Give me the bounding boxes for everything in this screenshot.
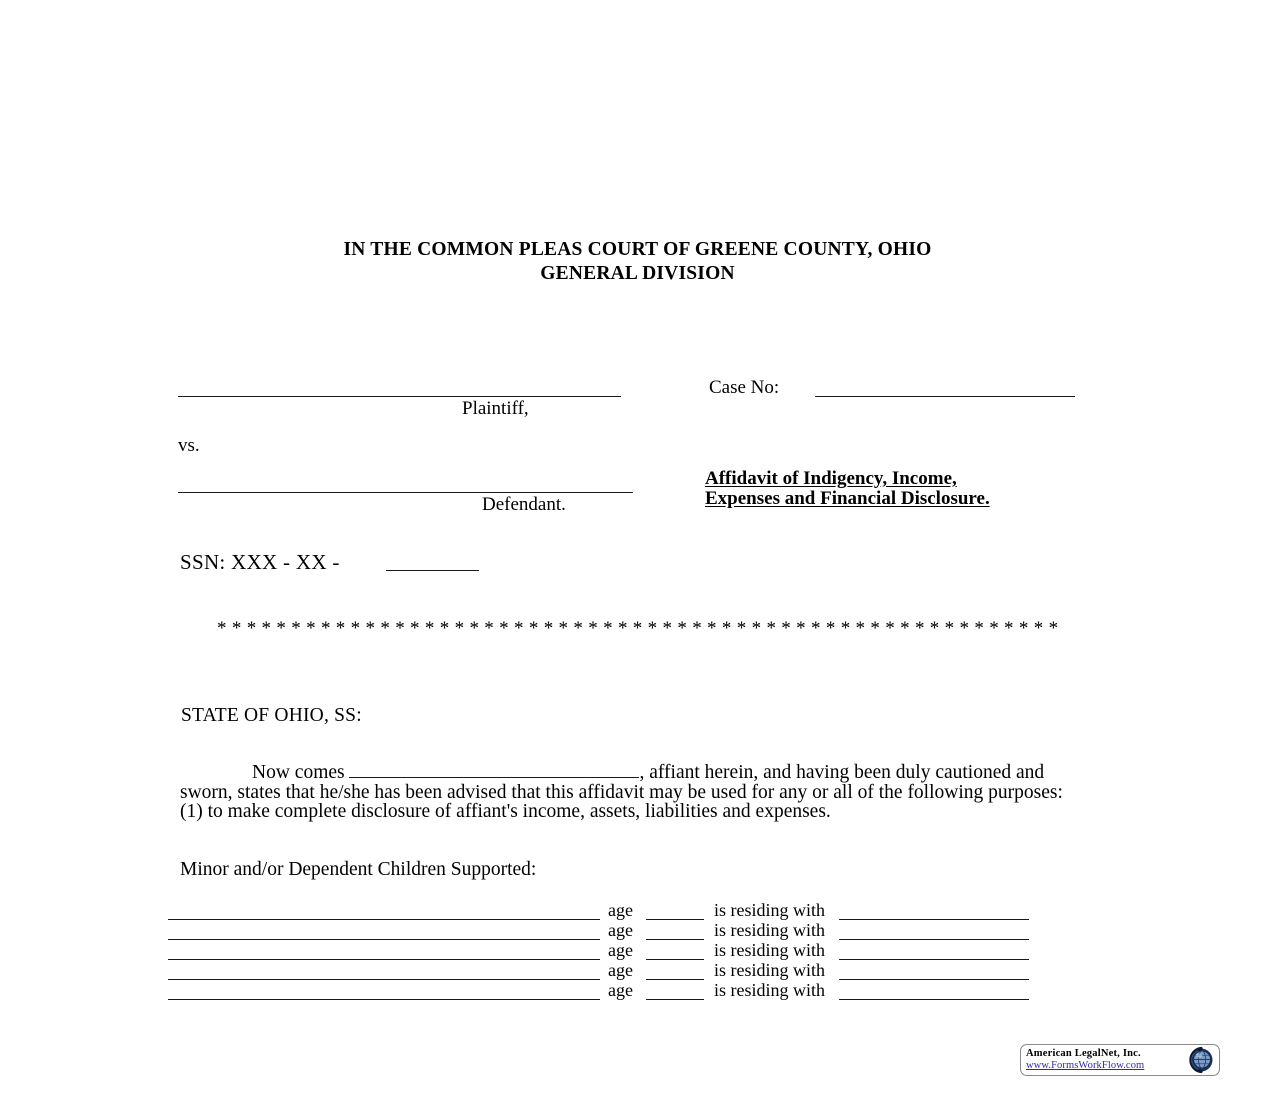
child-row xyxy=(168,940,1078,960)
child-name-blank[interactable] xyxy=(168,902,600,920)
child-row xyxy=(168,900,1078,920)
court-heading-line-1: IN THE COMMON PLEAS COURT OF GREENE COUNTY, OHIO xyxy=(343,239,932,260)
affiant-name-blank[interactable] xyxy=(349,763,639,778)
ssn-label: SSN: XXX - XX - xyxy=(180,550,340,574)
child-residing-with-blank[interactable] xyxy=(839,982,1029,1000)
versus-label: vs. xyxy=(178,435,200,456)
child-age-label: age xyxy=(608,980,633,1000)
child-residing-label: is residing with xyxy=(714,940,825,960)
child-residing-with-blank[interactable] xyxy=(839,902,1029,920)
child-row xyxy=(168,980,1078,1000)
child-residing-label: is residing with xyxy=(714,960,825,980)
footer-company-name: American LegalNet, Inc. xyxy=(1026,1048,1141,1059)
globe-icon xyxy=(1186,1047,1216,1073)
asterisk-divider: * * * * * * * * * * * * * * * * * * * * * * * * * * * * * * * * * * * * * * * * * * * * * * * * * * * * * * * * * xyxy=(217,618,1059,639)
child-age-label: age xyxy=(608,940,633,960)
paragraph-body-text: , affiant herein, and having been duly cautioned and sworn, states that he/she has been advised that this affidavit may be used for any or all of the following purposes: (1) to make complete disclosure of affiant's income, assets, liabilities and expenses. xyxy=(180,762,1063,822)
child-residing-label: is residing with xyxy=(714,900,825,920)
child-residing-with-blank[interactable] xyxy=(839,922,1029,940)
child-name-blank[interactable] xyxy=(168,982,600,1000)
court-heading xyxy=(0,238,1275,286)
american-legalnet-stamp xyxy=(1020,1044,1220,1076)
ssn-blank[interactable] xyxy=(386,570,479,571)
plaintiff-name-blank[interactable] xyxy=(178,396,621,397)
child-residing-label: is residing with xyxy=(714,980,825,1000)
case-number-blank[interactable] xyxy=(815,396,1075,397)
child-row xyxy=(168,920,1078,940)
affidavit-title xyxy=(705,469,1105,509)
children-rows xyxy=(168,900,1078,1000)
defendant-name-blank[interactable] xyxy=(178,492,633,493)
affidavit-title-line-2: Expenses and Financial Disclosure. xyxy=(705,488,990,509)
child-name-blank[interactable] xyxy=(168,922,600,940)
affiant-paragraph xyxy=(180,763,1082,822)
child-name-blank[interactable] xyxy=(168,962,600,980)
child-age-blank[interactable] xyxy=(646,922,704,940)
child-residing-with-blank[interactable] xyxy=(839,942,1029,960)
child-age-blank[interactable] xyxy=(646,982,704,1000)
child-age-blank[interactable] xyxy=(646,962,704,980)
children-section-heading: Minor and/or Dependent Children Supported: xyxy=(180,859,537,880)
court-heading-line-2: GENERAL DIVISION xyxy=(540,263,735,284)
child-name-blank[interactable] xyxy=(168,942,600,960)
defendant-label: Defendant. xyxy=(482,494,566,515)
footer-url-link[interactable]: www.FormsWorkFlow.com xyxy=(1026,1060,1145,1071)
child-age-blank[interactable] xyxy=(646,902,704,920)
footer-stamp-text xyxy=(1026,1048,1184,1072)
plaintiff-label: Plaintiff, xyxy=(462,398,529,419)
now-comes-label: Now comes xyxy=(252,762,345,783)
child-age-label: age xyxy=(608,900,633,920)
child-age-label: age xyxy=(608,960,633,980)
child-age-label: age xyxy=(608,920,633,940)
case-number-label: Case No: xyxy=(709,377,780,398)
child-residing-with-blank[interactable] xyxy=(839,962,1029,980)
affidavit-title-line-1: Affidavit of Indigency, Income, xyxy=(705,468,957,489)
state-of-ohio-label: STATE OF OHIO, SS: xyxy=(181,705,362,726)
child-row xyxy=(168,960,1078,980)
child-age-blank[interactable] xyxy=(646,942,704,960)
child-residing-label: is residing with xyxy=(714,920,825,940)
